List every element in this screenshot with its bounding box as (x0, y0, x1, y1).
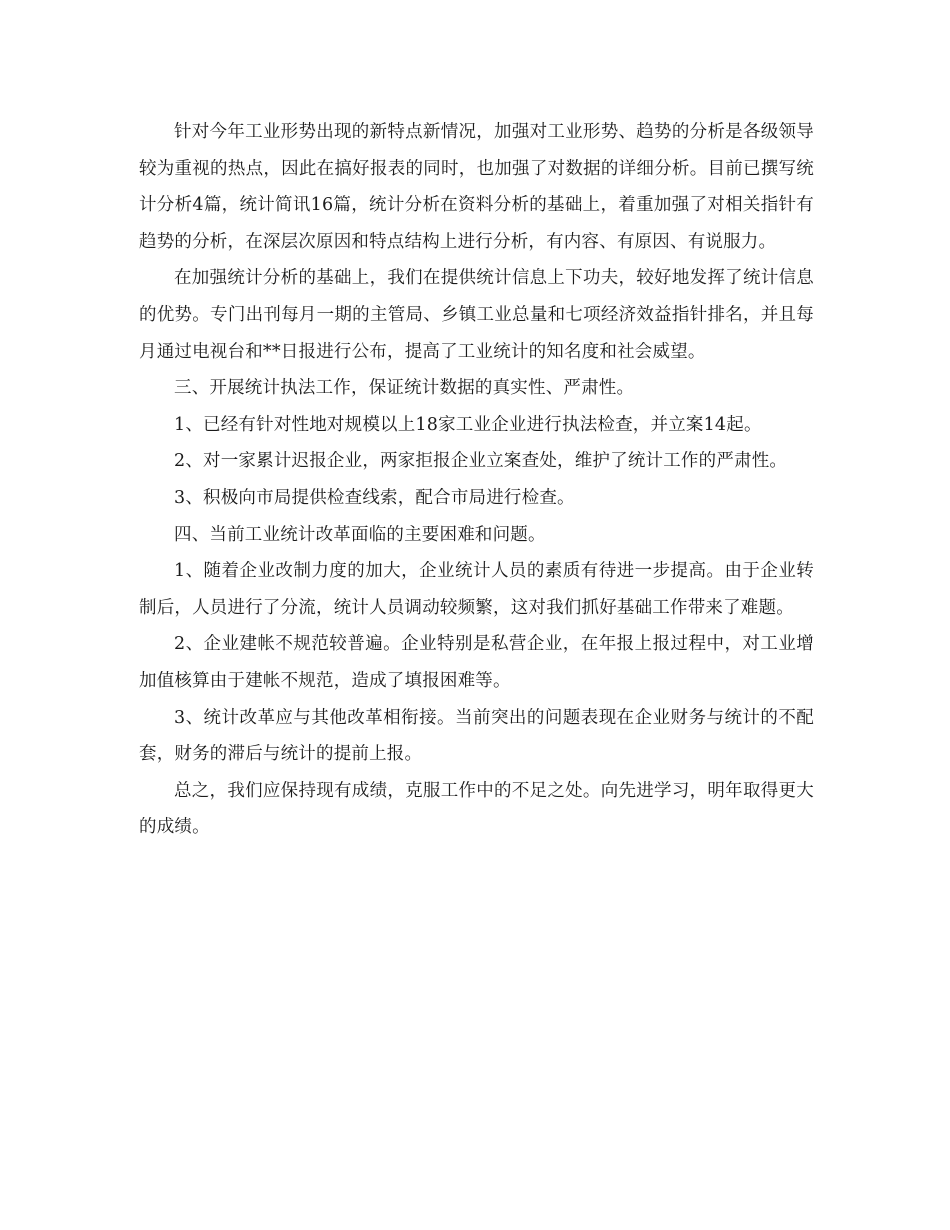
list-item-reform-coordination: 3、统计改革应与其他改革相衔接。当前突出的问题表现在企业财务与统计的不配套，财务的滞后与统计的提前上报。 (139, 707, 814, 765)
list-item-inspection-leads: 3、积极向市局提供检查线索，配合市局进行检查。 (174, 487, 575, 508)
paragraph-statistical-analysis: 针对今年工业形势出现的新特点新情况，加强对工业形势、趋势的分析是各级领导较为重视的热点，因此在搞好报表的同时，也加强了对数据的详细分析。目前已撰写统计分析4篇，统计简讯16篇，统计分析在资料分析的基础上，着重加强了对相关指针有趋势的分析，在深层次原因和特点结构上进行分析，有内容、有原因、有说服力。 (139, 122, 814, 252)
list-item-late-reporting-cases: 2、对一家累计迟报企业，两家拒报企业立案查处，维护了统计工作的严肃性。 (174, 451, 788, 472)
document-body (139, 114, 814, 846)
list-item-enforcement-inspection: 1、已经有针对性地对规模以上18家工业企业进行执法检查，并立案14起。 (174, 414, 762, 435)
section-heading-difficulties: 四、当前工业统计改革面临的主要困难和问题。 (174, 524, 546, 545)
paragraph-statistical-information: 在加强统计分析的基础上，我们在提供统计信息上下功夫，较好地发挥了统计信息的优势。专门出刊每月一期的主管局、乡镇工业总量和七项经济效益指针排名，并且每月通过电视台和**日报进行公布，提高了工业统计的知名度和社会威望。 (139, 268, 814, 362)
list-item-staff-quality: 1、随着企业改制力度的加大，企业统计人员的素质有待进一步提高。由于企业转制后，人员进行了分流，统计人员调动较频繁，这对我们抓好基础工作带来了难题。 (139, 561, 814, 618)
list-item-bookkeeping: 2、企业建帐不规范较普遍。企业特别是私营企业，在年报上报过程中，对工业增加值核算由于建帐不规范，造成了填报困难等。 (139, 634, 814, 691)
paragraph-conclusion: 总之，我们应保持现有成绩，克服工作中的不足之处。向先进学习，明年取得更大的成绩。 (139, 780, 814, 838)
section-heading-law-enforcement: 三、开展统计执法工作，保证统计数据的真实性、严肃性。 (174, 378, 635, 399)
